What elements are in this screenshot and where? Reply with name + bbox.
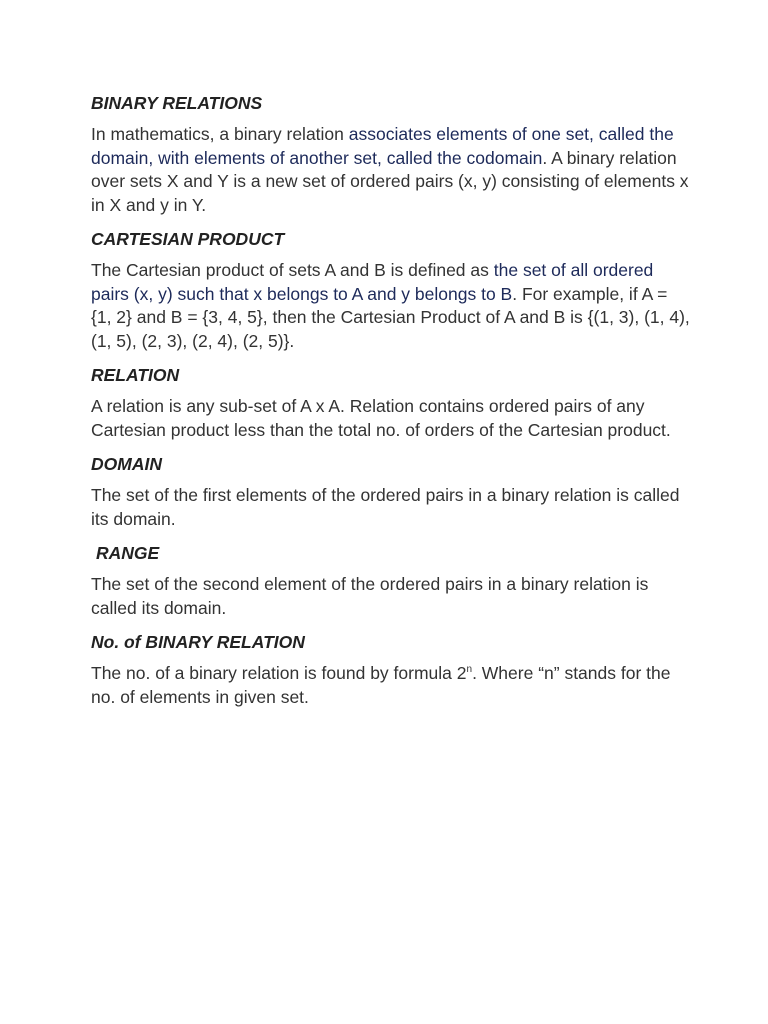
paragraph-text: . A binary relation over sets X and Y is a new set of ordered pairs (x, y) consisting of elements x in X and y in Y. [91,147,689,215]
superscript-n: n [466,664,473,676]
paragraph-relation: A relation is any sub-set of A x A. Relation contains ordered pairs of any Cartesian product less than the total no. of orders of the Cartesian product. [91,396,671,440]
heading-range: RANGE [96,543,160,563]
heading-domain: DOMAIN [91,454,162,474]
highlighted-text: associates elements of one set, called the domain, with elements of another set, called the codomain [91,124,674,168]
paragraph-range: The set of the second element of the ordered pairs in a binary relation is called its domain. [91,574,649,618]
paragraph-binary-relations [91,123,691,217]
heading-binary-relations: BINARY RELATIONS [91,93,263,113]
paragraph-text: The Cartesian product of sets A and B is defined as [91,260,494,280]
heading-cartesian-product: CARTESIAN PRODUCT [91,229,285,249]
highlighted-text: the set of all ordered pairs (x, y) such that x belongs to A and y belongs to B [91,260,654,304]
paragraph-text: The no. of a binary relation is found by formula 2 [91,663,467,683]
paragraph-text: In mathematics, a binary relation [91,124,349,144]
paragraph-no-of-binary-relation [91,662,691,709]
heading-no-of-binary-relation: No. of BINARY RELATION [91,632,305,652]
paragraph-domain: The set of the first elements of the ordered pairs in a binary relation is called its domain. [91,485,680,529]
paragraph-text: . For example, if A = {1, 2} and B = {3, 4, 5}, then the Cartesian Product of A and B is {(1, 3), (1, 4), (1, 5), (2, 3), (2, 4), (2, 5)}. [91,283,690,351]
document-body [91,90,691,718]
paragraph-cartesian-product [91,259,691,353]
heading-relation: RELATION [91,365,180,385]
paragraph-text: . Where “n” stands for the no. of elements in given set. [91,663,671,707]
